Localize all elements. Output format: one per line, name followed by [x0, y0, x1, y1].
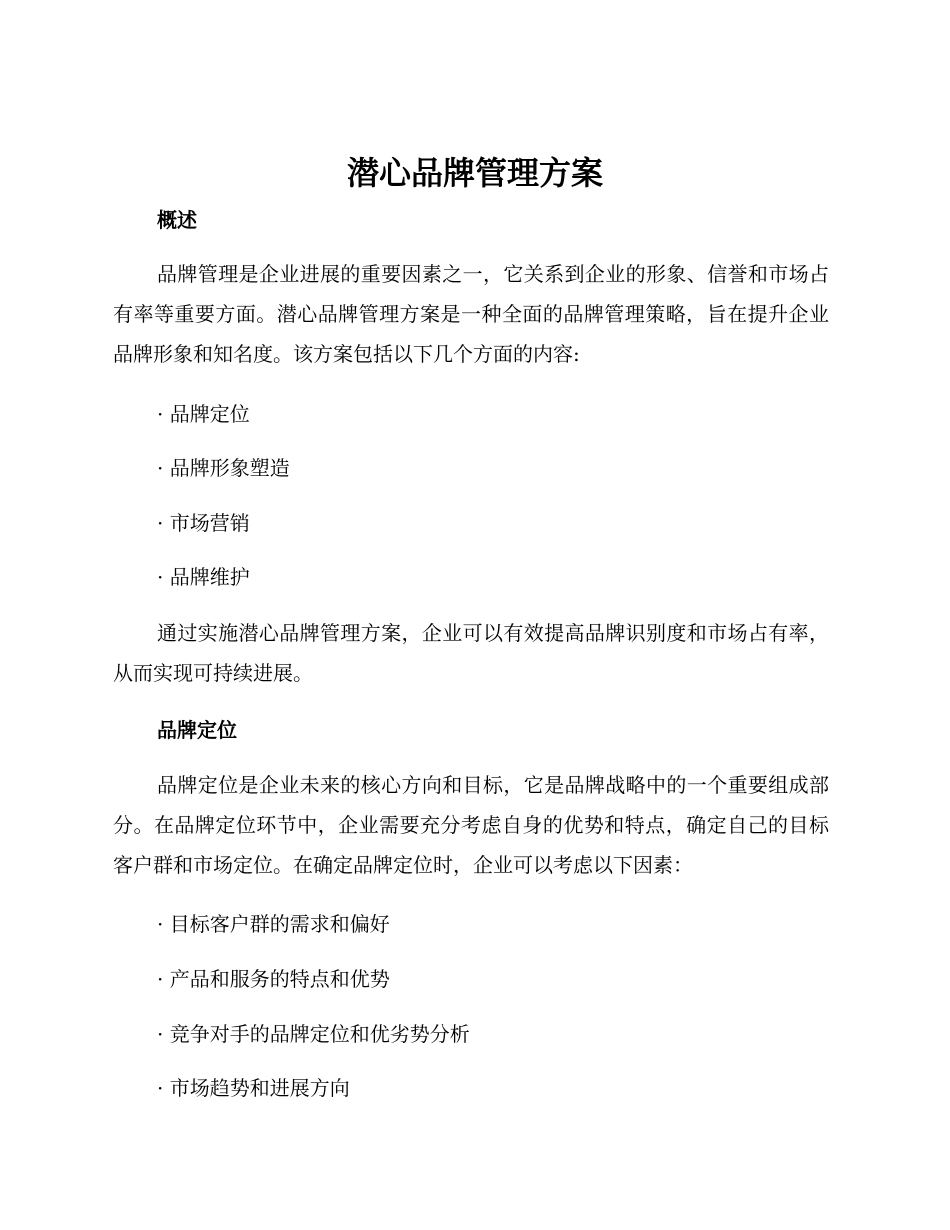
document-title: 潜心品牌管理方案: [346, 154, 603, 192]
list-item: · 品牌形象塑造: [157, 456, 290, 480]
list-item: · 竞争对手的品牌定位和优劣势分析: [157, 1022, 470, 1046]
list-item: · 市场趋势和进展方向: [157, 1076, 350, 1100]
overview-intro-paragraph: 品牌管理是企业进展的重要因素之一，它关系到企业的形象、信誉和市场占有率等重要方面。潜心品牌管理方案是一种全面的品牌管理策略，旨在提升企业品牌形象和知名度。该方案包括以下几个方面的内容:: [113, 262, 829, 366]
list-item: · 品牌维护: [157, 565, 250, 589]
list-item: · 产品和服务的特点和优势: [157, 967, 390, 991]
section-heading-brand-positioning: 品牌定位: [157, 718, 237, 742]
overview-closing-paragraph: 通过实施潜心品牌管理方案，企业可以有效提高品牌识别度和市场占有率，从而实现可持续进展。: [113, 621, 829, 685]
section-heading-overview: 概述: [157, 208, 197, 232]
brand-positioning-intro-paragraph: 品牌定位是企业未来的核心方向和目标，它是品牌战略中的一个重要组成部分。在品牌定位环节中，企业需要充分考虑自身的优势和特点，确定自己的目标客户群和市场定位。在确定品牌定位时，企业可以考虑以下因素：: [113, 773, 829, 877]
list-item: · 目标客户群的需求和偏好: [157, 912, 390, 936]
list-item: · 品牌定位: [157, 402, 250, 426]
list-item: · 市场营销: [157, 511, 250, 535]
